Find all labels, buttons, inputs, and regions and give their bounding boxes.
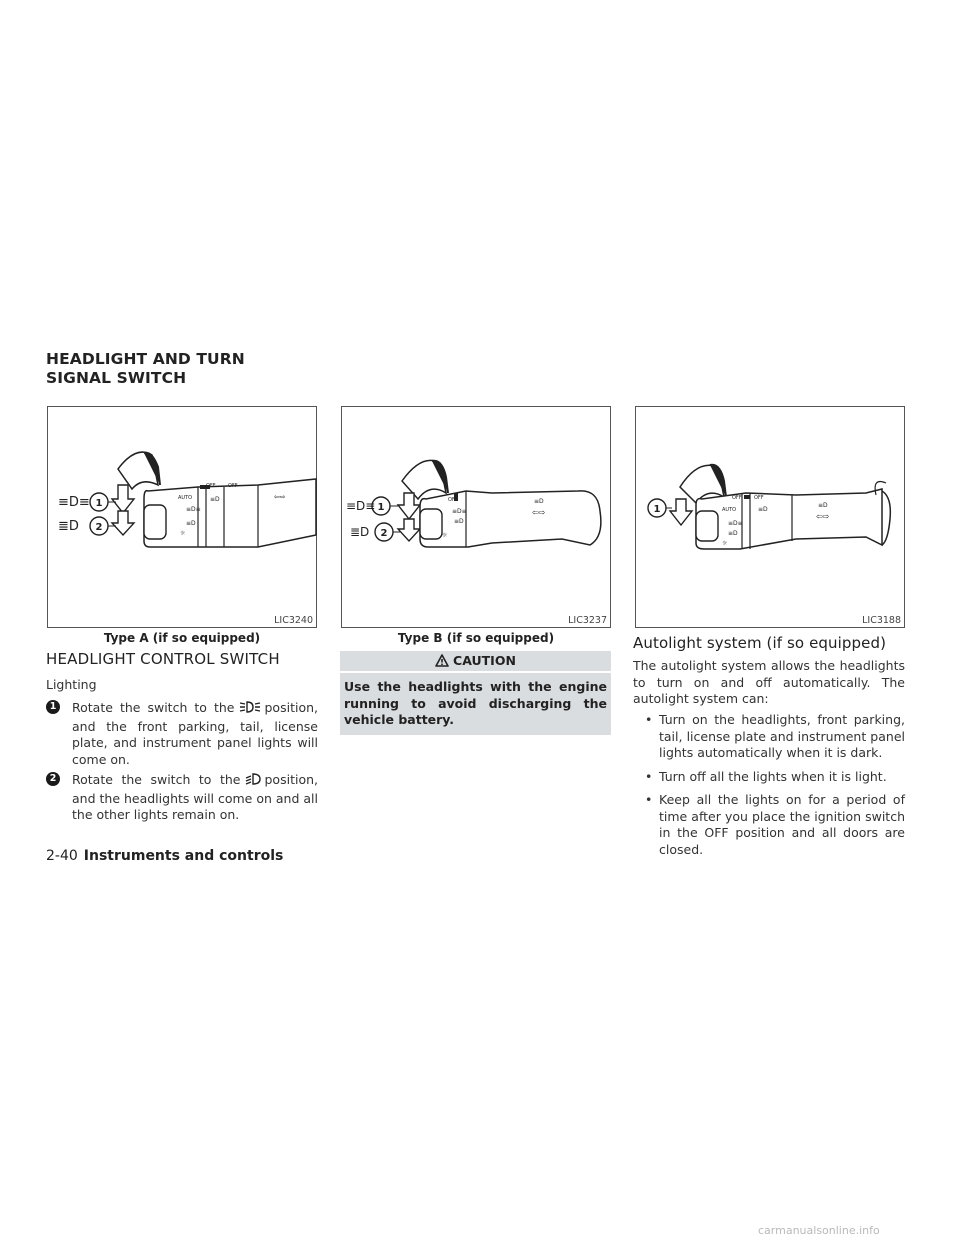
svg-text:≡D≡: ≡D≡ xyxy=(186,506,201,513)
page-number: 2-40 xyxy=(46,848,78,864)
svg-text:OFF: OFF xyxy=(732,495,742,501)
step-1: 1 Rotate the switch to the position, and the front parking, tail, license plate, and instrument panel lights will come on. xyxy=(46,700,318,768)
figure-code: LIC3240 xyxy=(274,615,313,626)
svg-text:OFF: OFF xyxy=(754,495,764,501)
lighting-subheading: Lighting xyxy=(46,677,97,692)
svg-text:≡D: ≡D xyxy=(454,518,464,525)
figure-caption: Type B (if so equipped) xyxy=(397,631,555,645)
svg-text:☼: ☼ xyxy=(180,530,186,537)
svg-text:1: 1 xyxy=(653,504,661,515)
svg-text:≡D≡: ≡D≡ xyxy=(346,499,376,513)
list-item: • Keep all the lights on for a period of time after you place the ignition switch in the OFF position and all doors are closed. xyxy=(645,792,905,857)
svg-text:≡D: ≡D xyxy=(210,496,220,503)
svg-text:≡D: ≡D xyxy=(758,506,768,513)
svg-text:≡D≡: ≡D≡ xyxy=(728,520,743,527)
svg-text:1: 1 xyxy=(95,498,103,509)
svg-text:≡D: ≡D xyxy=(534,498,544,505)
svg-text:☼: ☼ xyxy=(442,532,448,539)
stalk-illustration-b xyxy=(342,407,612,629)
svg-text:OFF: OFF xyxy=(448,497,458,503)
figure-type-a xyxy=(47,406,317,628)
figure-code: LIC3188 xyxy=(862,615,901,626)
step-number: 1 xyxy=(46,700,60,714)
svg-text:≣D: ≣D xyxy=(58,519,79,534)
headlight-control-heading: HEADLIGHT CONTROL SWITCH xyxy=(46,650,280,668)
autolight-intro: The autolight system allows the headlights to turn on and off automatically. The autolight system can: xyxy=(633,658,905,706)
svg-text:≡D≡: ≡D≡ xyxy=(58,495,90,510)
figure-code: LIC3237 xyxy=(568,615,607,626)
svg-text:≡D: ≡D xyxy=(728,530,738,537)
page-footer xyxy=(46,848,283,864)
svg-text:AUTO: AUTO xyxy=(178,495,193,501)
figure-caption: Type A (if so equipped) xyxy=(103,631,261,645)
caution-text: Use the headlights with the engine running to avoid discharging the vehicle battery. xyxy=(344,679,607,727)
stalk-illustration-a xyxy=(48,407,318,629)
section-title: HEADLIGHT AND TURN SIGNAL SWITCH xyxy=(46,350,245,387)
parking-light-icon xyxy=(238,700,262,719)
svg-text:⇦⇨: ⇦⇨ xyxy=(532,508,546,517)
svg-text:≣D: ≣D xyxy=(350,525,370,539)
watermark: carmanualsonline.info xyxy=(758,1224,880,1237)
list-item: • Turn off all the lights when it is light. xyxy=(645,768,887,784)
step-number: 2 xyxy=(46,772,60,786)
autolight-heading: Autolight system (if so equipped) xyxy=(633,634,887,652)
figure-type-b xyxy=(341,406,611,628)
svg-text:1: 1 xyxy=(377,502,385,513)
svg-text:⇦⇨: ⇦⇨ xyxy=(816,512,830,521)
warning-icon xyxy=(435,654,449,667)
step-2: 2 Rotate the switch to the position, and the headlights will come on and all the other lights remain on. xyxy=(46,772,318,824)
svg-text:≡D≡: ≡D≡ xyxy=(452,508,467,515)
svg-text:☼: ☼ xyxy=(722,540,728,547)
figure-autolight xyxy=(635,406,905,628)
caution-header: CAUTION xyxy=(340,651,611,673)
svg-text:≡D: ≡D xyxy=(818,502,828,509)
svg-text:AUTO: AUTO xyxy=(722,507,737,513)
svg-text:⇦⇨: ⇦⇨ xyxy=(274,493,286,501)
svg-text:2: 2 xyxy=(95,522,103,533)
autolight-list xyxy=(633,712,905,865)
svg-text:OFF: OFF xyxy=(206,483,216,489)
svg-text:≡D: ≡D xyxy=(186,520,196,527)
list-item: • Turn on the headlights, front parking, tail, license plate and instrument panel lights automatically when it is dark. xyxy=(645,712,905,760)
stalk-illustration-c xyxy=(636,407,906,629)
svg-text:2: 2 xyxy=(380,528,388,539)
chapter-title: Instruments and controls xyxy=(83,848,284,864)
headlight-icon xyxy=(244,772,262,791)
caution-box xyxy=(340,651,611,735)
svg-text:OFF: OFF xyxy=(228,483,238,489)
